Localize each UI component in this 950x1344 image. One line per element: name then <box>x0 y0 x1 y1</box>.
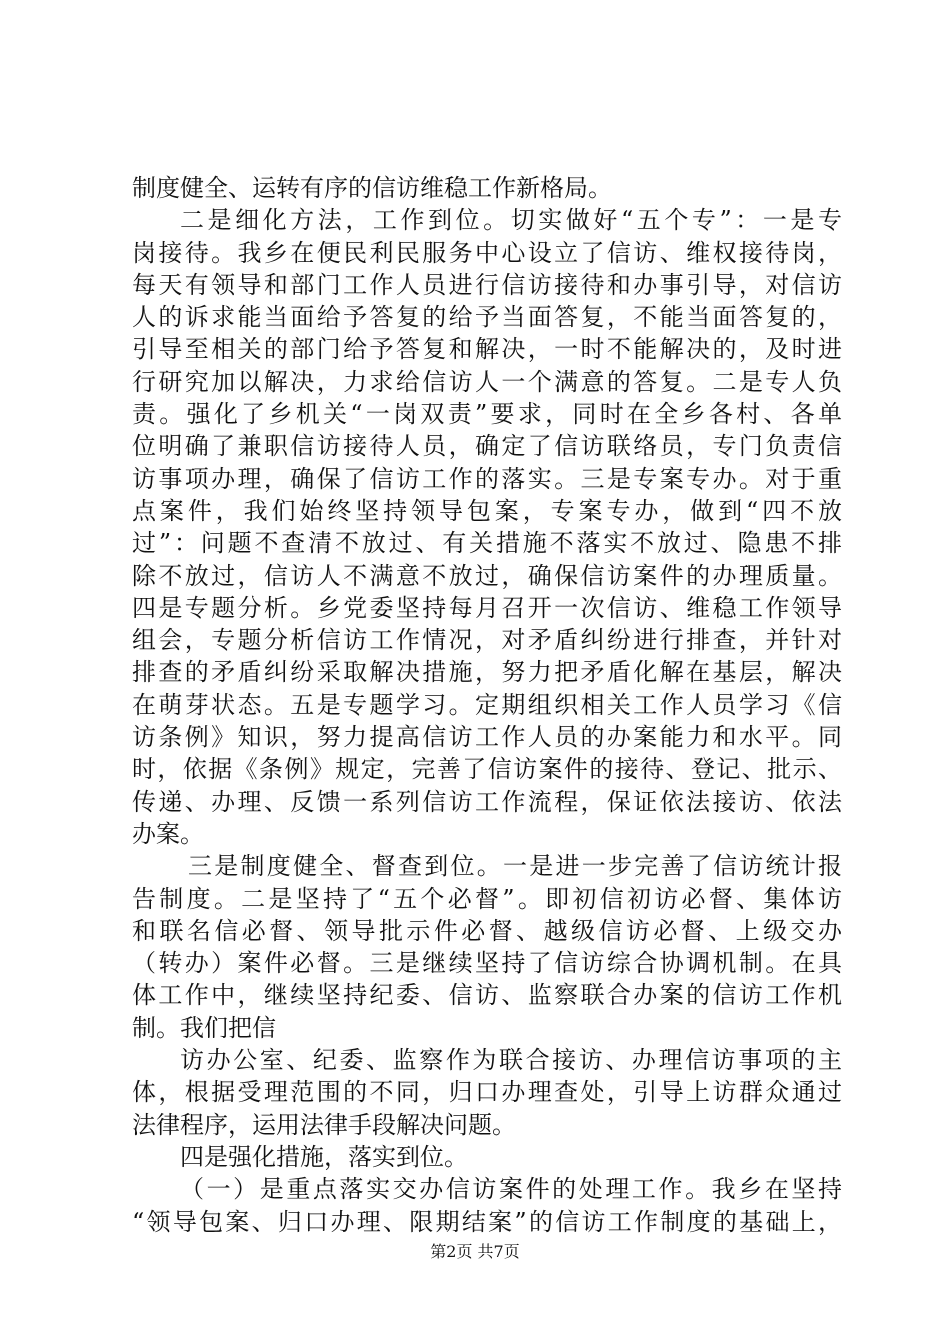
text-line: 法律程序，运用法律手段解决问题。 <box>132 1110 516 1139</box>
text-line: 三是制度健全、督查到位。一是进一步完善了信访统计报 <box>188 852 842 881</box>
page-number-footer: 第2页 共7页 <box>430 1242 520 1261</box>
text-line: 除不放过，信访人不满意不放过，确保信访案件的办理质量。 <box>132 561 842 590</box>
text-line: 责。强化了乡机关“一岗双责”要求，同时在全乡各村、各单 <box>132 400 842 429</box>
text-line: 四是强化措施，落实到位。 <box>180 1142 468 1171</box>
text-line: 在萌芽状态。五是专题学习。定期组织相关工作人员学习《信 <box>132 690 842 719</box>
text-line: 时，依据《条例》规定，完善了信访案件的接待、登记、批示、 <box>132 755 842 784</box>
text-line: 访条例》知识，努力提高信访工作人员的办案能力和水平。同 <box>132 723 842 752</box>
text-line: 访办公室、纪委、监察作为联合接访、办理信访事项的主 <box>180 1046 842 1075</box>
text-line: 传递、办理、反馈一系列信访工作流程，保证依法接访、依法 <box>132 787 842 816</box>
text-line: 行研究加以解决，力求给信访人一个满意的答复。二是专人负 <box>132 367 842 396</box>
text-line: 告制度。二是坚持了“五个必督”。即初信初访必督、集体访 <box>132 884 842 913</box>
document-body <box>132 172 842 1238</box>
text-line: 访事项办理，确保了信访工作的落实。三是专案专办。对于重 <box>132 464 842 493</box>
text-line: 体，根据受理范围的不同，归口办理查处，引导上访群众通过 <box>132 1078 842 1107</box>
text-line: “领导包案、归口办理、限期结案”的信访工作制度的基础上， <box>132 1207 842 1236</box>
text-line: 位明确了兼职信访接待人员，确定了信访联络员，专门负责信 <box>132 432 842 461</box>
text-line: 组会，专题分析信访工作情况，对矛盾纠纷进行排查，并针对 <box>132 626 842 655</box>
text-line: 点案件，我们始终坚持领导包案，专案专办，做到“四不放 <box>132 496 842 525</box>
text-line: 四是专题分析。乡党委坚持每月召开一次信访、维稳工作领导 <box>132 593 842 622</box>
text-line: 制。我们把信 <box>132 1013 276 1042</box>
text-line: （一）是重点落实交办信访案件的处理工作。我乡在坚持 <box>180 1175 842 1204</box>
text-line: 每天有领导和部门工作人员进行信访接待和办事引导，对信访 <box>132 270 842 299</box>
text-line: 和联名信必督、领导批示件必督、越级信访必督、上级交办 <box>132 916 842 945</box>
text-line: 岗接待。我乡在便民利民服务中心设立了信访、维权接待岗， <box>132 238 842 267</box>
text-line: 二是细化方法，工作到位。切实做好“五个专”：一是专 <box>180 206 842 235</box>
text-line: 办案。 <box>132 819 204 848</box>
text-line: 人的诉求能当面给予答复的给予当面答复，不能当面答复的， <box>132 303 842 332</box>
text-line: 引导至相关的部门给予答复和解决，一时不能解决的，及时进 <box>132 335 842 364</box>
text-line: 排查的矛盾纠纷采取解决措施，努力把矛盾化解在基层，解决 <box>132 658 842 687</box>
text-line: 体工作中，继续坚持纪委、信访、监察联合办案的信访工作机 <box>132 981 842 1010</box>
text-line: 过”：问题不查清不放过、有关措施不落实不放过、隐患不排 <box>132 529 842 558</box>
text-line: 制度健全、运转有序的信访维稳工作新格局。 <box>132 174 612 202</box>
text-line: （转办）案件必督。三是继续坚持了信访综合协调机制。在具 <box>132 949 842 978</box>
